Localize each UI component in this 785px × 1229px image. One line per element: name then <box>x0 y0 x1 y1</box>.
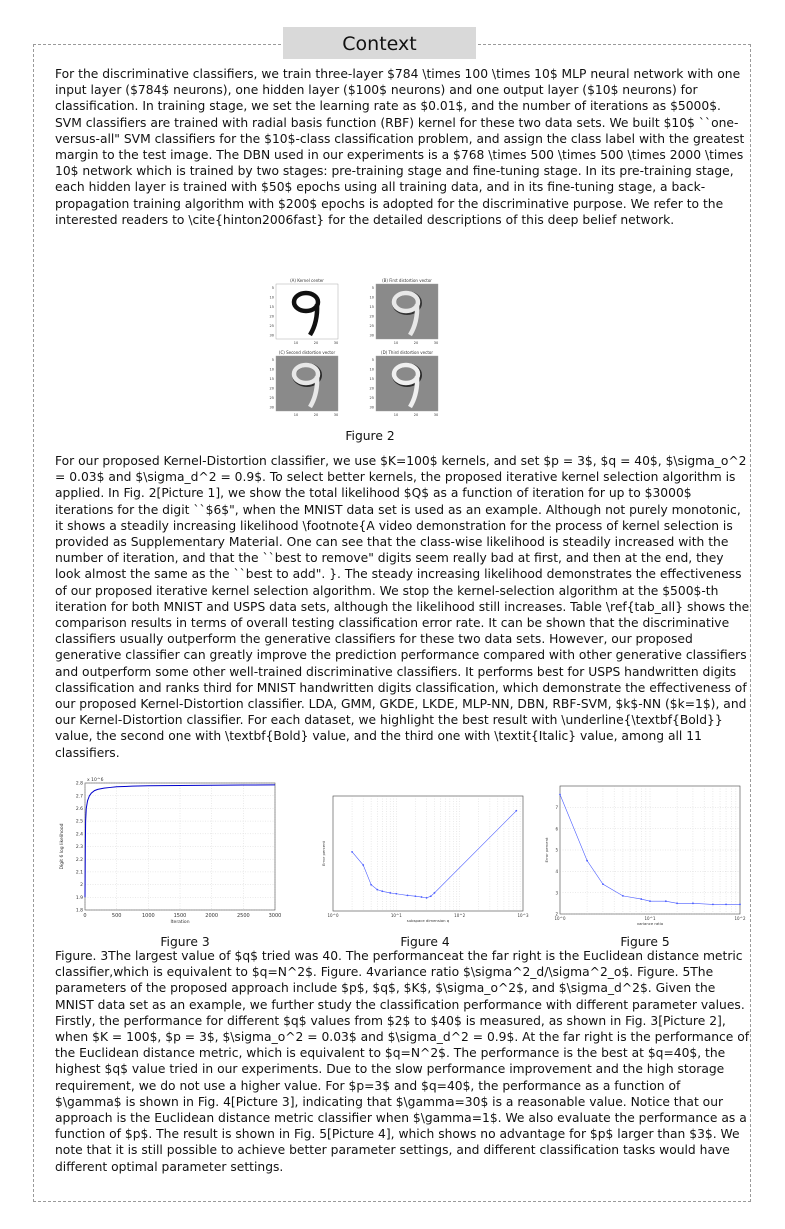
figure-2-x-tick: 30 <box>333 413 339 417</box>
chart-x-tick: 10^2 <box>454 913 466 918</box>
chart-x-tick: 10^1 <box>644 916 656 921</box>
figure-5-caption: Figure 5 <box>620 935 670 949</box>
chart-data-point <box>426 897 428 899</box>
figure-2-y-tick: 15 <box>269 305 274 309</box>
chart-x-tick: 10^0 <box>554 916 566 921</box>
figure-2-caption: Figure 2 <box>345 429 395 443</box>
chart-data-point <box>739 904 741 906</box>
chart-data-point <box>602 883 604 885</box>
chart-x-tick: 1500 <box>173 913 187 919</box>
figure-2-panel-label: (C) Second distortion vector <box>278 350 336 355</box>
figure-2-y-tick: 5 <box>371 358 374 362</box>
figure-2-panel-label: (B) First distortion vector <box>382 278 432 283</box>
figure-2-x-tick: 10 <box>293 413 299 417</box>
chart-data-point <box>362 864 364 866</box>
figure-2-x-tick: 30 <box>333 341 339 345</box>
chart-data-point <box>407 894 409 896</box>
figure-2-x-tick: 20 <box>413 341 419 345</box>
figure-2-y-tick: 30 <box>269 333 274 338</box>
figure-2-image <box>258 274 458 424</box>
context-title: Context <box>283 27 476 59</box>
figure-4-caption: Figure 4 <box>400 935 450 949</box>
figure-2-y-tick: 20 <box>369 386 374 391</box>
figure-2-y-tick: 30 <box>369 405 374 410</box>
figure-2-y-tick: 30 <box>369 333 374 338</box>
figure-2-y-tick: 25 <box>369 324 374 328</box>
paragraph-results: For our proposed Kernel-Distortion classifier, we use $K=100$ kernels, and set $p = 3$, $q = 40$, $\sigma_o^2 = 0.03$ and $\sigma_d^2 = 0.9$. To select better kernels, the proposed iterative kernel selection algorithm is applied. In Fig. 2[Picture 1], we show the total likelihood $Q$ as a function of iteration for up to $3000$ iterations for the digit ``$6$", when the MNIST data set is used as an example. Although not purely monotonic, it shows a steadily increasing likelihood \footnote{A video demonstration for the process of kernel selection is provided as Supplementary Material. One can see that the class-wise likelihood is steadily increased with the number of iteration, and that the ``best to remove" digits seem really bad at first, and then at the end, they look almost the same as the ``best to add". }. The steady increasing likelihood demonstrates the effectiveness of our proposed iterative kernel selection algorithm. We stop the kernel-selection algorithm at the $500$-th iteration for both MNIST and USPS data sets, although the likelihood still increases. Table \ref{tab_all} shows the comparison results in terms of overall testing classification error rate. It can be shown that the discriminative classifiers usually outperform the generative classifiers for these two data sets. However, our proposed generative classifier can greatly improve the prediction performance compared with other generative classifiers and outperform some other well-trained discriminative classifiers. It performs best for USPS handwritten digits classification and ranks third for MNIST handwritten digits classification, which demonstrate the effectiveness of our proposed Kernel-Distortion classifier. LDA, GMM, GKDE, LKDE, MLP-NN, DBN, RBF-SVM, $k$-NN ($k=1$), and our Kernel-Distortion classifier. For each dataset, we highlight the best result with \underline{\textbf{Bold}} value, the second one with \textbf{Bold} value, and the third one with \textit{Italic} value, among all 11 classifiers. <box>55 454 750 760</box>
chart-y-tick: 2.5 <box>75 819 83 825</box>
figure-2-panel-label: (A) Kernel center <box>290 278 324 283</box>
chart-y-tick: 5 <box>555 847 558 853</box>
chart-y-tick: 2 <box>80 883 83 889</box>
figure-2-y-tick: 5 <box>271 286 274 290</box>
chart-y-label: Digit 6 log likelihood <box>60 823 65 870</box>
chart-x-tick: 2000 <box>205 913 219 919</box>
chart-x-tick: 3000 <box>268 913 282 919</box>
chart-y-tick: 7 <box>555 804 558 810</box>
figure-2-y-tick: 15 <box>369 377 374 381</box>
chart-x-tick: 10^1 <box>390 913 402 918</box>
chart-y-tick: 4 <box>555 868 558 874</box>
chart-x-tick: 1000 <box>141 913 155 919</box>
figure-3-caption: Figure 3 <box>160 935 210 949</box>
chart-data-point <box>640 898 642 900</box>
chart-y-tick: 2.1 <box>75 870 83 876</box>
figure-2-x-tick: 10 <box>393 413 399 417</box>
figure-2-y-tick: 20 <box>369 314 374 319</box>
chart-data-point <box>586 860 588 862</box>
chart-y-tick: 2 <box>555 911 558 917</box>
chart-data-point <box>370 884 372 886</box>
chart-x-tick: 10^3 <box>517 913 529 918</box>
figure-2-y-tick: 20 <box>269 386 274 391</box>
chart-x-tick: 10^0 <box>327 913 339 918</box>
chart-data-point <box>395 893 397 895</box>
figure-2-y-tick: 25 <box>269 324 274 328</box>
chart-axes-box <box>333 796 523 911</box>
figure-2-x-tick: 20 <box>313 341 319 345</box>
chart-data-point <box>414 895 416 897</box>
chart-y-tick: 6 <box>555 826 558 832</box>
paragraph-intro: For the discriminative classifiers, we train three-layer $784 \times 100 \times 10$ MLP neural network with one input layer ($784$ neurons), one hidden layer ($100$ neurons) and one output layer ($10$ neurons) for classification. In training stage, we set the learning rate as $0.01$, and the number of iterations as $5000$. SVM classifiers are trained with radial basis function (RBF) kernel for these two data sets. We built $10$ ``one-versus-all" SVM classifiers for the $10$-class classification problem, and assign the class label with the greatest margin to the test image. The DBN used in our experiments is a $768 \times 500 \times 500 \times 2000 \times 10$ network which is trained by two stages: pre-training stage and fine-tuning stage. In its pre-training stage, each hidden layer is trained with $50$ epochs using all training data, and in its fine-tuning stage, a back-propagation training algorithm with $200$ epochs is adopted for the discriminative purpose. We refer to the interested readers to \cite{hinton2006fast} for the detailed descriptions of this deep belief network. <box>55 67 745 227</box>
chart-y-label: Error percent <box>321 840 326 867</box>
figure-2-x-tick: 20 <box>413 413 419 417</box>
figure-5-chart <box>540 780 745 925</box>
chart-data-point <box>725 904 727 906</box>
chart-x-label: variance ratio <box>636 921 664 926</box>
chart-x-label: subspace dimension q <box>406 918 450 923</box>
chart-y-tick: 2.7 <box>75 794 83 800</box>
chart-data-point <box>665 900 667 902</box>
chart-data-point <box>515 810 517 812</box>
chart-y-tick: 2.3 <box>75 845 83 851</box>
figure-2-y-tick: 15 <box>269 377 274 381</box>
chart-data-point <box>649 900 651 902</box>
chart-x-label: Iteration <box>170 920 190 925</box>
chart-data-point <box>712 904 714 906</box>
chart-y-tick: 2.2 <box>75 857 83 863</box>
figure-2-x-tick: 20 <box>313 413 319 417</box>
chart-y-tick: 1.9 <box>75 895 83 901</box>
chart-data-point <box>692 902 694 904</box>
chart-y-tick: 1.8 <box>75 908 83 914</box>
figure-2-x-tick: 30 <box>433 413 439 417</box>
figure-2-x-tick: 30 <box>433 341 439 345</box>
figure-2-y-tick: 25 <box>369 396 374 400</box>
chart-data-point <box>389 892 391 894</box>
figure-4-chart <box>315 790 530 925</box>
figure-2-y-tick: 10 <box>269 295 274 300</box>
paragraph-parameters: Figure. 3The largest value of $q$ tried was 40. The performanceat the far right is the Euclidean distance metric classifier,which is equivalent to $q=N^2$. Figure. 4variance ratio $\sigma^2_d/\sigma^2_o$. Figure. 5The parameters of the proposed approach include $p$, $q$, $K$, $\sigma_o^2$, and $\sigma_d^2$. Given the MNIST data set as an example, we further study the classification performance with different parameter values. Firstly, the performance for different $q$ values from $2$ to $40$ is measured, as shown in Fig. 3[Picture 2], when $K = 100$, $p = 3$, $\sigma_o^2 = 0.03$ and $\sigma_d^2 = 0.9$. At the far right is the performance of the Euclidean distance metric, which is equivalent to $q=N^2$. The performance is the best at $q=40$, the highest $q$ value tried in our experiments. Due to the slow performance improvement and the high storage requirement, we do not use a higher value. For $p=3$ and $q=40$, the performance as a function of $\gamma$ is shown in Fig. 4[Picture 3], indicating that $\gamma=30$ is a reasonable value. Notice that our approach is the Euclidean distance metric classifier when $\gamma=1$. We also evaluate the performance as a function of $p$. The result is shown in Fig. 5[Picture 4], which shows no advantage for $p$ larger than $3$. We note that it is still possible to achieve better parameter settings, and different classification tasks would have different optimal parameter settings. <box>55 949 750 1174</box>
figure-2-y-tick: 15 <box>369 305 374 309</box>
chart-y-tick: 3 <box>555 890 558 896</box>
figure-2-y-tick: 10 <box>269 367 274 372</box>
chart-data-point <box>376 889 378 891</box>
chart-data-point <box>676 902 678 904</box>
chart-y-tick: 2.8 <box>75 781 83 787</box>
chart-y-label: Error percent <box>544 837 549 863</box>
chart-x-tick: 2500 <box>236 913 250 919</box>
chart-data-point <box>421 896 423 898</box>
figure-2-x-tick: 10 <box>293 341 299 345</box>
figure-3-chart <box>55 775 280 925</box>
figure-2-y-tick: 5 <box>371 286 374 290</box>
figure-2-y-tick: 25 <box>269 396 274 400</box>
chart-y-multiplier: x 10^6 <box>87 778 104 783</box>
chart-x-tick: 10^2 <box>734 916 746 921</box>
chart-data-point <box>381 890 383 892</box>
chart-data-point <box>351 851 353 853</box>
figure-2-panel-label: (D) Third distortion vector <box>381 350 433 355</box>
chart-data-point <box>430 895 432 897</box>
figure-2-y-tick: 20 <box>269 314 274 319</box>
chart-y-tick: 2.6 <box>75 807 83 812</box>
chart-y-tick: 2.4 <box>75 832 83 838</box>
figure-2-y-tick: 10 <box>369 367 374 372</box>
figure-2-x-tick: 10 <box>393 341 399 345</box>
figure-2-y-tick: 10 <box>369 295 374 300</box>
chart-data-point <box>434 892 436 894</box>
figure-2-y-tick: 30 <box>269 405 274 410</box>
chart-data-point <box>559 794 561 796</box>
chart-x-tick: 0 <box>83 913 87 919</box>
chart-data-point <box>622 895 624 897</box>
chart-x-tick: 500 <box>111 913 122 919</box>
figure-2-y-tick: 5 <box>271 358 274 362</box>
